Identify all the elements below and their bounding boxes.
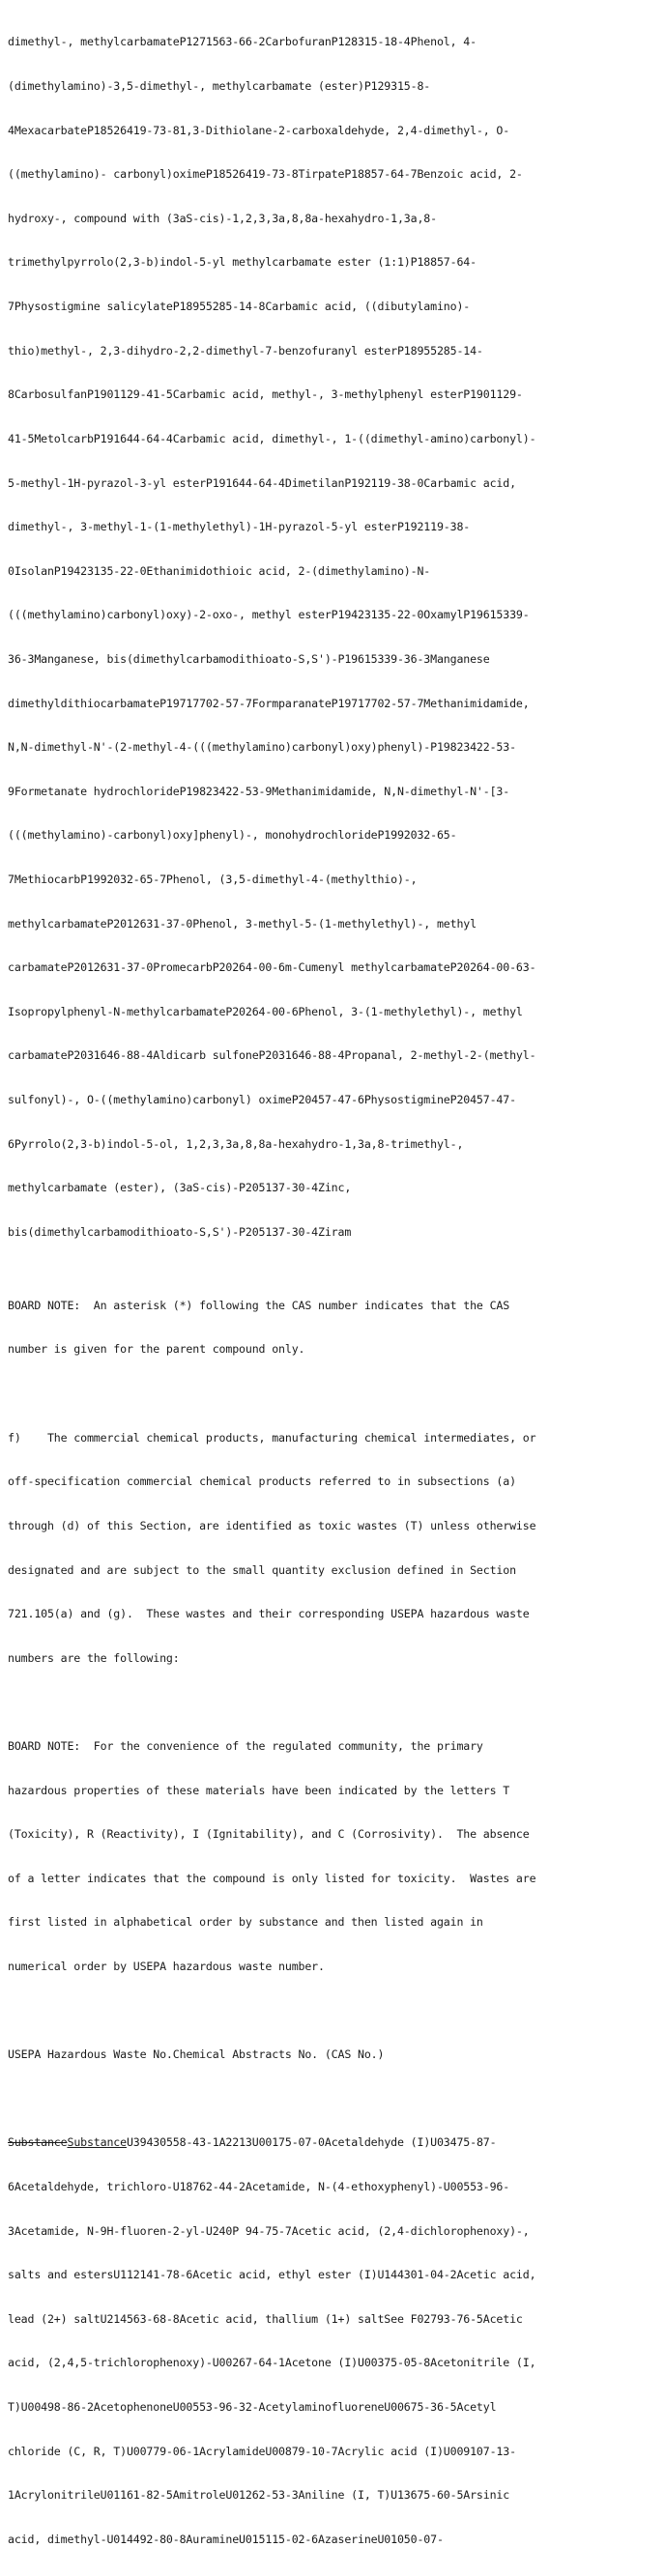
text-line: methylcarbamateP2012631-37-0Phenol, 3-methyl-5-(1-methylethyl)-, methyl — [8, 916, 477, 930]
text-line: 9Formetanate hydrochlorideP19823422-53-9Methanimidamide, N,N-dimethyl-N'-[3- — [8, 784, 510, 798]
text-line: 4MexacarbateP18526419-73-81,3-Dithiolane-2-carboxaldehyde, 2,4-dimethyl-, O- — [8, 123, 510, 137]
text-line: (((methylamino)carbonyl)oxy)-2-oxo-, methyl esterP19423135-22-0OxamylP19615339- — [8, 608, 530, 622]
text-line: 36-3Manganese, bis(dimethylcarbamodithioato-S,S')-P19615339-36-3Manganese — [8, 651, 490, 666]
text-line: dimethyl-, methylcarbamateP1271563-66-2CarbofuranP128315-18-4Phenol, 4- — [8, 35, 477, 49]
text-line: thio)methyl-, 2,3-dihydro-2,2-dimethyl-7-benzofuranyl esterP18955285-14- — [8, 343, 483, 358]
table-header: USEPA Hazardous Waste No.Chemical Abstracts No. (CAS No.) — [8, 2047, 385, 2062]
text-line: acid, dimethyl-U014492-80-8AuramineU015115-02-6AzaserineU01050-07- — [8, 2532, 444, 2546]
text-line: numbers are the following: — [8, 1650, 180, 1665]
text-line: 1AcrylonitrileU01161-82-5AmitroleU01262-53-3Aniline (I, T)U13675-60-5Arsinic — [8, 2488, 510, 2503]
board-note-asterisk — [8, 1269, 659, 1387]
text-line: N,N-dimethyl-N'-(2-methyl-4-(((methylamino)carbonyl)oxy)phenyl)-P19823422-53- — [8, 740, 516, 755]
text-line: hydroxy-, compound with (3aS-cis)-1,2,3,3a,8,8a-hexahydro-1,3a,8- — [8, 211, 437, 225]
text-line: dimethyldithiocarbamateP19717702-57-7FormparanateP19717702-57-7Methanimidamide, — [8, 696, 530, 710]
text-line: carbamateP2012631-37-0PromecarbP20264-00-6m-Cumenyl methylcarbamateP20264-00-63- — [8, 960, 536, 975]
text-line: salts and estersU112141-78-6Acetic acid, ethyl ester (I)U144301-04-2Acetic acid, — [8, 2268, 536, 2282]
text-line: (dimethylamino)-3,5-dimethyl-, methylcarbamate (ester)P129315-8- — [8, 79, 431, 94]
table-header-line — [8, 2018, 659, 2092]
text-line: methylcarbamate (ester), (3aS-cis)-P205137-30-4Zinc, — [8, 1181, 352, 1195]
paragraph-gap — [8, 2092, 659, 2106]
text-line: T)U00498-86-2AcetophenoneU00553-96-32-AcetylaminofluoreneU00675-36-5Acetyl — [8, 2400, 497, 2415]
text-line: numerical order by USEPA hazardous waste number. — [8, 1959, 325, 1973]
text-line: lead (2+) saltU214563-68-8Acetic acid, thallium (1+) saltSee F02793-76-5Acetic — [8, 2311, 523, 2326]
text-line: 8CarbosulfanP1901129-41-5Carbamic acid, methyl-, 3-methylphenyl esterP1901129- — [8, 387, 523, 402]
text-line: number is given for the parent compound only. — [8, 1342, 305, 1357]
text-line: 41-5MetolcarbP191644-64-4Carbamic acid, dimethyl-, 1-((dimethyl-amino)carbonyl)- — [8, 431, 536, 445]
text-line: trimethylpyrrolo(2,3-b)indol-5-yl methylcarbamate ester (1:1)P18857-64- — [8, 255, 477, 270]
text-line: BOARD NOTE: For the convenience of the regulated community, the primary — [8, 1738, 483, 1753]
document-page — [8, 6, 659, 2576]
text-line: of a letter indicates that the compound is only listed for toxicity. Wastes are — [8, 1871, 536, 1885]
text-line: 3Acetamide, N-9H-fluoren-2-yl-U240P 94-75-7Acetic acid, (2,4-dichlorophenoxy)-, — [8, 2223, 530, 2238]
text-line: 7Physostigmine salicylateP18955285-14-8Carbamic acid, ((dibutylamino)- — [8, 300, 471, 314]
text-line: sulfonyl)-, O-((methylamino)carbonyl) oximeP20457-47-6PhysostigmineP20457-47- — [8, 1093, 516, 1107]
inserted-text: Substance — [67, 2135, 127, 2150]
text-run: U39430558-43-1A2213U00175-07-0Acetaldehyde (I)U03475-87- — [126, 2135, 497, 2150]
paragraph-gap — [8, 2004, 659, 2018]
text-line: 5-methyl-1H-pyrazol-3-yl esterP191644-64-4DimetilanP192119-38-0Carbamic acid, — [8, 475, 516, 490]
text-line: dimethyl-, 3-methyl-1-(1-methylethyl)-1H-pyrazol-5-yl esterP192119-38- — [8, 520, 471, 534]
text-line: f) The commercial chemical products, manufacturing chemical intermediates, or — [8, 1430, 536, 1445]
text-line: BOARD NOTE: An asterisk (*) following the CAS number indicates that the CAS — [8, 1298, 510, 1312]
text-line: 6Pyrrolo(2,3-b)indol-5-ol, 1,2,3,3a,8,8a-hexahydro-1,3a,8-trimethyl-, — [8, 1136, 464, 1151]
text-line: 0IsolanP19423135-22-0Ethanimidothioic acid, 2-(dimethylamino)-N- — [8, 563, 431, 578]
text-line: bis(dimethylcarbamodithioato-S,S')-P205137-30-4Ziram — [8, 1224, 352, 1239]
text-line: Isopropylphenyl-N-methylcarbamateP20264-00-6Phenol, 3-(1-methylethyl)-, methyl — [8, 1004, 523, 1018]
text-line: 6Acetaldehyde, trichloro-U18762-44-2Acetamide, N-(4-ethoxyphenyl)-U00553-96- — [8, 2180, 510, 2193]
text-line: 721.105(a) and (g). These wastes and their corresponding USEPA hazardous waste — [8, 1607, 530, 1621]
paragraph-gap — [8, 1695, 659, 1709]
text-line: chloride (C, R, T)U00779-06-1AcrylamideU00879-10-7Acrylic acid (I)U009107-13- — [8, 2444, 516, 2458]
chemical-listing-continued — [8, 6, 659, 1269]
paragraph-gap — [8, 1387, 659, 1401]
text-line: designated and are subject to the small quantity exclusion defined in Section — [8, 1562, 516, 1577]
text-line: off-specification commercial chemical products referred to in subsections (a) — [8, 1474, 516, 1489]
text-line: (Toxicity), R (Reactivity), I (Ignitability), and C (Corrosivity). The absence — [8, 1827, 530, 1842]
text-line: acid, (2,4,5-trichlorophenoxy)-U00267-64-1Acetone (I)U00375-05-8Acetonitrile (I, — [8, 2356, 536, 2370]
text-line: carbamateP2031646-88-4Aldicarb sulfoneP2031646-88-4Propanal, 2-methyl-2-(methyl- — [8, 1048, 536, 1063]
text-line: ((methylamino)- carbonyl)oximeP18526419-73-8TirpateP18857-64-7Benzoic acid, 2- — [8, 167, 523, 182]
waste-listing — [8, 2106, 659, 2576]
text-line: (((methylamino)-carbonyl)oxy]phenyl)-, monohydrochlorideP1992032-65- — [8, 828, 457, 843]
board-note-hazard-letters — [8, 1710, 659, 2004]
text-line: through (d) of this Section, are identified as toxic wastes (T) unless otherwise — [8, 1518, 536, 1532]
text-line: 7MethiocarbP1992032-65-7Phenol, (3,5-dimethyl-4-(methylthio)-, — [8, 872, 418, 886]
text-line: hazardous properties of these materials have been indicated by the letters T — [8, 1783, 510, 1797]
deleted-text: Substance — [8, 2135, 68, 2150]
subsection-f — [8, 1401, 659, 1695]
text-line: first listed in alphabetical order by substance and then listed again in — [8, 1915, 483, 1930]
text-line-first — [8, 2135, 659, 2150]
